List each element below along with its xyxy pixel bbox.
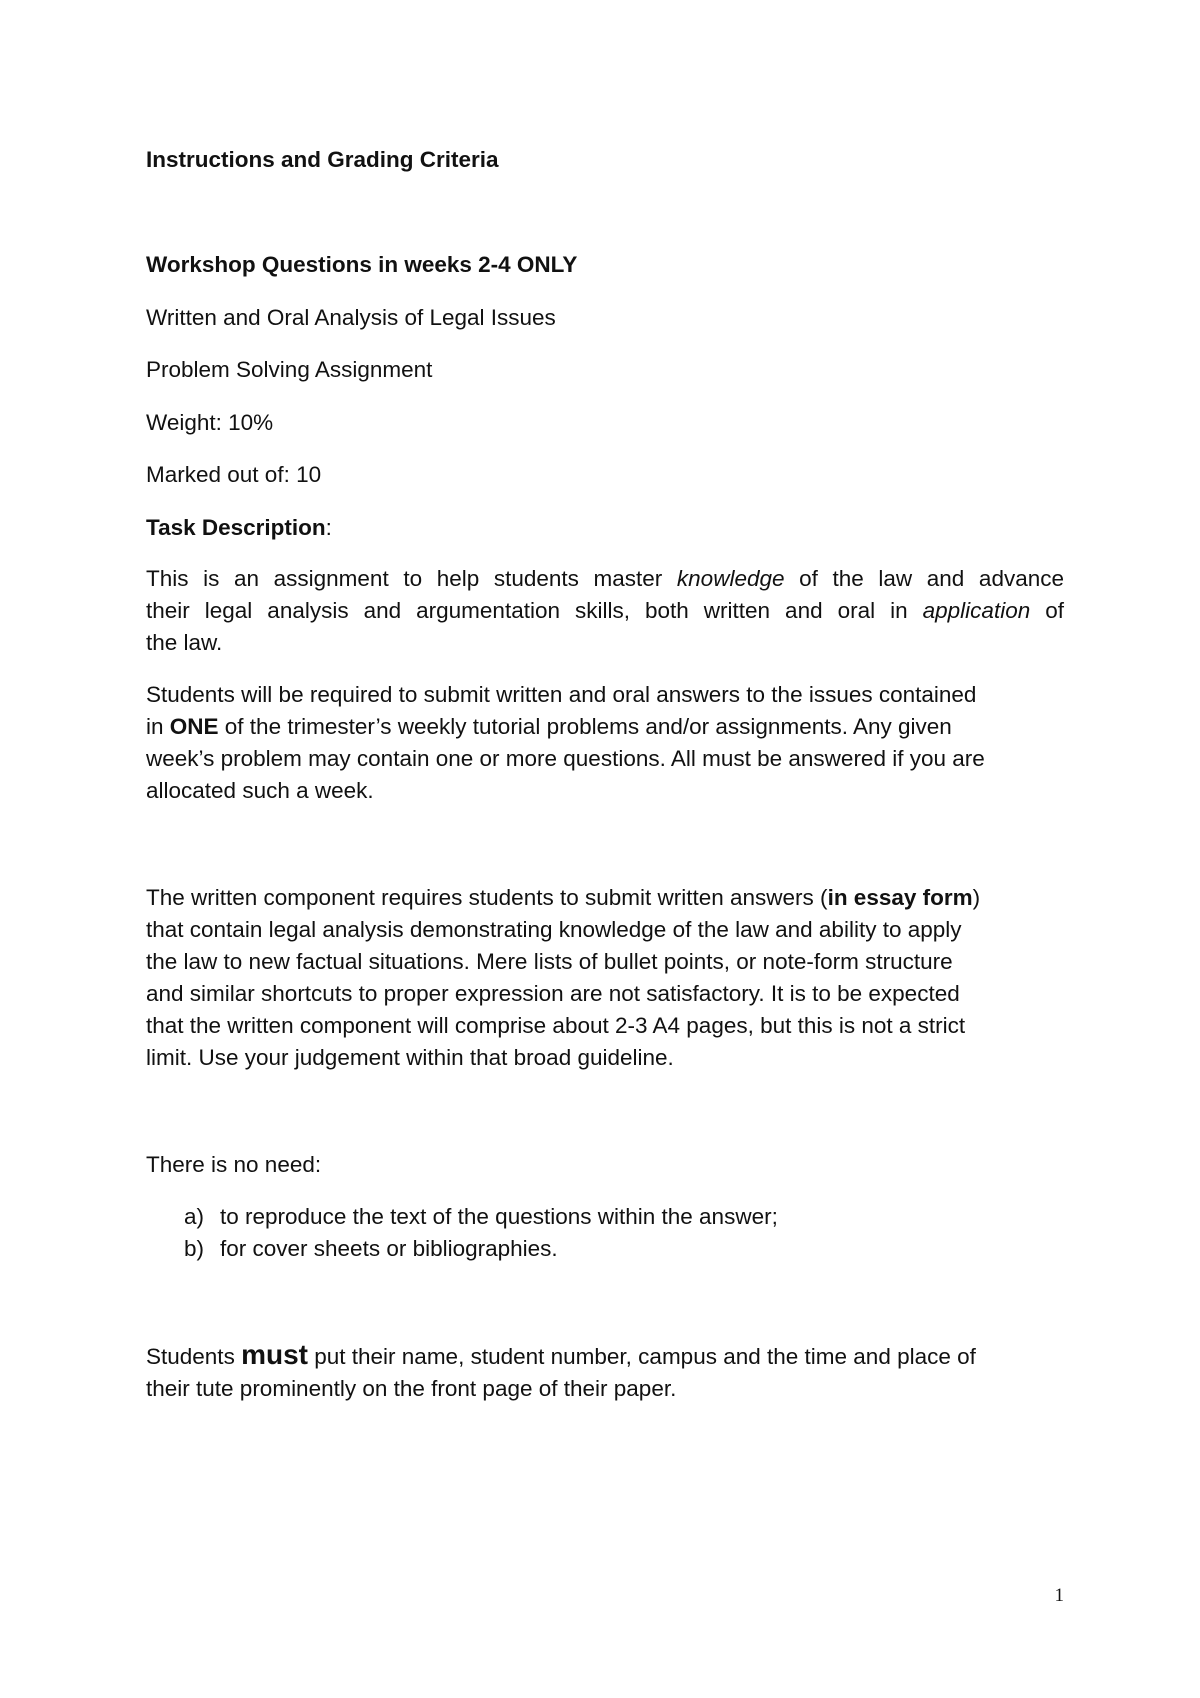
list-marker: a) [184, 1204, 205, 1229]
list-marker: b) [184, 1236, 205, 1261]
task-p3-line2: that contain legal analysis demonstrating knowledge of the law and ability to apply [146, 917, 962, 942]
text-run: This is an assignment to help students master [146, 566, 677, 591]
list-item-text: to reproduce the text of the questions within the answer; [220, 1204, 778, 1229]
task-p3-line1 [146, 882, 980, 914]
task-p1-line2 [146, 595, 1064, 627]
text-run: put their name, student number, campus and the time and place of [307, 1344, 976, 1369]
task-p2-line3: week’s problem may contain one or more questions. All must be answered if you are [146, 746, 985, 771]
text-run: of the trimester’s weekly tutorial problems and/or assignments. Any given [218, 714, 952, 739]
task-p3-line5: that the written component will comprise about 2-3 A4 pages, but this is not a strict [146, 1013, 966, 1038]
text-run: of [1030, 598, 1064, 623]
no-need-intro: There is no need: [146, 1152, 322, 1177]
document-heading: Instructions and Grading Criteria [146, 147, 499, 172]
document-subheading: Workshop Questions in weeks 2-4 ONLY [146, 252, 578, 277]
task-p5-line1 [146, 1339, 976, 1373]
task-p5-line2: their tute prominently on the front page of their paper. [146, 1376, 677, 1401]
task-p2-line1: Students will be required to submit written and oral answers to the issues contained [146, 682, 977, 707]
list-item [184, 1201, 778, 1233]
task-p1-line1 [146, 563, 1064, 595]
emphasis-one: ONE [169, 714, 219, 739]
text-run: ) [972, 885, 981, 910]
text-run: of the law and advance [784, 566, 1065, 591]
emphasis-knowledge: knowledge [676, 566, 785, 591]
task-p3-line6: limit. Use your judgement within that broad guideline. [146, 1045, 674, 1070]
emphasis-application: application [922, 598, 1031, 623]
emphasis-essay-form: in essay form [827, 885, 973, 910]
text-run: in [146, 714, 170, 739]
task-description-label [146, 512, 332, 544]
task-p2-line4: allocated such a week. [146, 778, 374, 803]
list-item-text: for cover sheets or bibliographies. [220, 1236, 558, 1261]
task-p3-line3: the law to new factual situations. Mere lists of bullet points, or note-form structure [146, 949, 953, 974]
task-label-colon: : [325, 515, 332, 540]
text-run: their legal analysis and argumentation skills, both written and oral in [146, 598, 923, 623]
emphasis-must: must [241, 1339, 308, 1370]
text-run: The written component requires students to submit written answers ( [146, 885, 828, 910]
list-item [184, 1233, 558, 1265]
task-p1-line3: the law. [146, 630, 223, 655]
task-label-text: Task Description [146, 515, 326, 540]
meta-line-weight: Weight: 10% [146, 410, 274, 435]
page-number: 1 [1054, 1585, 1064, 1606]
meta-line-analysis: Written and Oral Analysis of Legal Issues [146, 305, 556, 330]
meta-line-assignment: Problem Solving Assignment [146, 357, 433, 382]
task-p2-line2 [146, 711, 952, 743]
meta-line-marked: Marked out of: 10 [146, 462, 322, 487]
task-p3-line4: and similar shortcuts to proper expression are not satisfactory. It is to be expected [146, 981, 960, 1006]
text-run: Students [146, 1344, 242, 1369]
